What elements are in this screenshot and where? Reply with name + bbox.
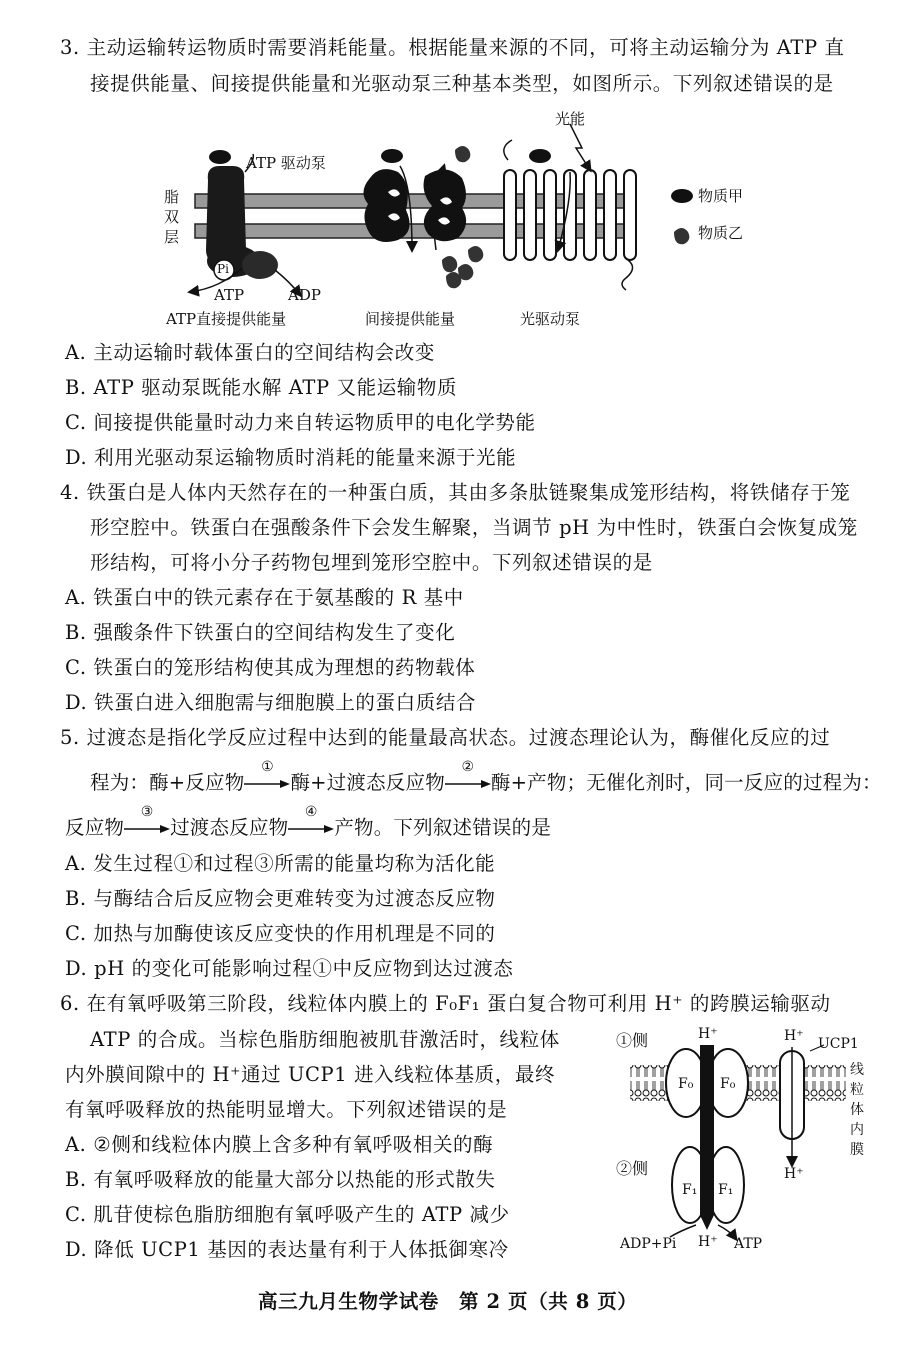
legend-b-shape xyxy=(674,228,689,244)
q5-line3-part-a: 反应物 xyxy=(65,816,125,839)
q3-stem-line2: 接提供能量、间接提供能量和光驱动泵三种基本类型，如图所示。下列叙述错误的是 xyxy=(90,72,834,95)
q6-stem-line2: ATP 的合成。当棕色脂肪细胞被肌苷激活时，线粒体 xyxy=(90,1028,560,1051)
q6-stem-line4: 有氧呼吸释放的热能明显增大。下列叙述错误的是 xyxy=(65,1098,508,1121)
atp-label: ATP xyxy=(214,286,245,304)
q4-option-c: C. 铁蛋白的笼形结构使其成为理想的药物载体 xyxy=(65,656,476,679)
q4-option-a: A. 铁蛋白中的铁元素存在于氨基酸的 R 基中 xyxy=(65,586,464,609)
reaction-arrow-2 xyxy=(445,758,491,789)
q5-option-c: C. 加热与加酶使该反应变快的作用机理是不同的 xyxy=(65,922,496,945)
q6-option-b: B. 有氧呼吸释放的能量大部分以热能的形式散失 xyxy=(65,1168,496,1191)
membrane-label-2: 粒 xyxy=(850,1082,864,1098)
q5-stem-line2 xyxy=(90,758,882,794)
q6-mitochondria-diagram xyxy=(610,1025,880,1265)
atp-product-label: ATP xyxy=(734,1236,763,1252)
caption-direct: ATP直接提供能量 xyxy=(166,310,287,328)
q3-option-a: A. 主动运输时载体蛋白的空间结构会改变 xyxy=(65,341,435,364)
q5-line2-part-b: 酶+过渡态反应物 xyxy=(290,771,445,794)
adp-pi-label: ADP+Pi xyxy=(620,1236,677,1252)
step-2-label: ② xyxy=(461,758,475,775)
q4-stem-line2: 形空腔中。铁蛋白在强酸条件下会发生解聚，当调节 pH 为中性时，铁蛋白会恢复成笼 xyxy=(90,516,858,539)
substance-a-top xyxy=(209,150,231,164)
proton-right-bottom: H⁺ xyxy=(784,1166,804,1182)
q4-stem-line3: 形结构，可将小分子药物包埋到笼形空腔中。下列叙述错误的是 xyxy=(90,551,653,574)
q4-option-d: D. 铁蛋白进入细胞需与细胞膜上的蛋白质结合 xyxy=(65,691,477,714)
q3-stem-line1: 3. 主动运输转运物质时需要消耗能量。根据能量来源的不同，可将主动运输分为 ATP 直 xyxy=(60,36,845,59)
caption-light: 光驱动泵 xyxy=(520,310,581,328)
q6-option-c: C. 肌苷使棕色脂肪细胞有氧呼吸产生的 ATP 减少 xyxy=(65,1203,510,1226)
step-3-label: ③ xyxy=(140,803,154,820)
q5-line2-part-a: 程为：酶+反应物 xyxy=(90,771,245,794)
f1-right-label: F₁ xyxy=(718,1182,734,1198)
f0-left-label: F₀ xyxy=(678,1076,694,1092)
q3-option-c: C. 间接提供能量时动力来自转运物质甲的电化学势能 xyxy=(65,411,536,434)
substance-a-indirect xyxy=(381,149,403,163)
reaction-arrow-1 xyxy=(244,758,290,789)
pi-label: Pi xyxy=(217,262,229,276)
bilayer-label-3: 层 xyxy=(164,228,180,246)
q5-option-d: D. pH 的变化可能影响过程①中反应物到达过渡态 xyxy=(65,957,514,980)
q5-line3-part-b: 过渡态反应物 xyxy=(170,816,289,839)
q6-option-a: A. ②侧和线粒体内膜上含多种有氧呼吸相关的酶 xyxy=(65,1133,494,1156)
page-footer: 高三九月生物学试卷 第 2 页（共 8 页） xyxy=(258,1290,638,1313)
proton-top-right: H⁺ xyxy=(784,1028,804,1044)
membrane-label-5: 膜 xyxy=(850,1142,864,1158)
atp-molecule xyxy=(242,251,278,279)
f1-left-label: F₁ xyxy=(682,1182,698,1198)
q6-stem-line1: 6. 在有氧呼吸第三阶段，线粒体内膜上的 F₀F₁ 蛋白复合物可利用 H⁺ 的跨膜运输驱动 xyxy=(60,992,831,1015)
legend-a-label: 物质甲 xyxy=(698,187,744,205)
q3-figure xyxy=(150,100,770,338)
indirect-carrier-left xyxy=(363,169,409,242)
f0-right-label: F₀ xyxy=(720,1076,736,1092)
q5-option-b: B. 与酶结合后反应物会更难转变为过渡态反应物 xyxy=(65,887,496,910)
membrane-label-3: 体 xyxy=(850,1102,864,1118)
q5-option-a: A. 发生过程①和过程③所需的能量均称为活化能 xyxy=(65,852,496,875)
q3-option-d: D. 利用光驱动泵运输物质时消耗的能量来源于光能 xyxy=(65,446,517,469)
side-2-label: ②侧 xyxy=(616,1159,649,1178)
bilayer-label-1: 脂 xyxy=(164,188,180,206)
substance-a-light xyxy=(529,149,551,163)
q4-stem-line1: 4. 铁蛋白是人体内天然存在的一种蛋白质，其由多条肽链聚集成笼形结构，将铁储存于笼 xyxy=(60,481,851,504)
proton-top-left: H⁺ xyxy=(698,1026,718,1042)
reaction-arrow-3 xyxy=(124,803,170,834)
proton-bottom: H⁺ xyxy=(698,1234,718,1250)
legend-b-label: 物质乙 xyxy=(698,224,744,242)
membrane-label-1: 线 xyxy=(850,1062,864,1078)
bilayer-label-2: 双 xyxy=(164,208,180,226)
atp-pump-label: ATP 驱动泵 xyxy=(246,154,326,172)
q5-stem-line3 xyxy=(65,803,552,839)
q5-stem-line1: 5. 过渡态是指化学反应过程中达到的能量最高状态。过渡态理论认为，酶催化反应的过 xyxy=(60,726,831,749)
q6-stem-line3: 内外膜间隙中的 H⁺通过 UCP1 进入线粒体基质，最终 xyxy=(65,1063,556,1086)
q4-option-b: B. 强酸条件下铁蛋白的空间结构发生了变化 xyxy=(65,621,456,644)
adp-label: ADP xyxy=(288,286,321,304)
q3-option-b: B. ATP 驱动泵既能水解 ATP 又能运输物质 xyxy=(65,376,458,399)
membrane-label-4: 内 xyxy=(850,1122,864,1138)
step-1-label: ① xyxy=(261,758,274,775)
q5-line2-part-c: 酶+产物；无催化剂时，同一反应的过程为： xyxy=(490,771,882,794)
side-1-label: ①侧 xyxy=(616,1031,649,1050)
step-4-label: ④ xyxy=(304,803,318,820)
reaction-arrow-4 xyxy=(288,803,334,834)
substance-b-indirect xyxy=(455,146,470,162)
ucp1-label: UCP1 xyxy=(818,1036,859,1052)
legend-a-shape xyxy=(671,189,693,203)
caption-indirect: 间接提供能量 xyxy=(365,310,456,328)
q6-figure xyxy=(610,1025,880,1265)
q5-line3-part-c: 产物。下列叙述错误的是 xyxy=(334,816,552,839)
q6-option-d: D. 降低 UCP1 基因的表达量有利于人体抵御寒冷 xyxy=(65,1238,509,1261)
light-energy-label: 光能 xyxy=(555,110,586,128)
